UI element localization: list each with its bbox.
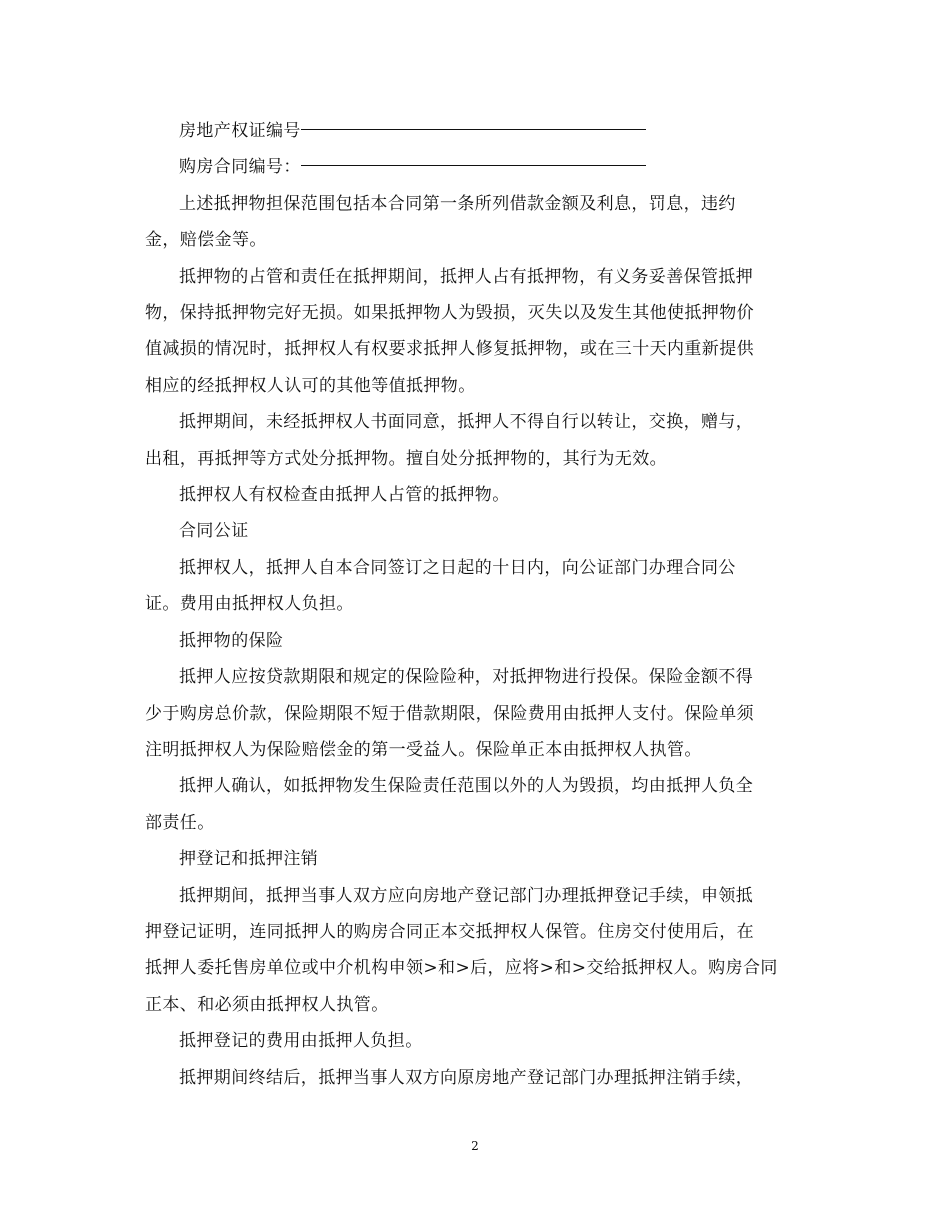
paragraph-line: 少于购房总价款，保险期限不短于借款期限，保险费用由抵押人支付。保险单须 [145,703,754,724]
property-certificate-number-blank [301,129,646,130]
paragraph-line: 抵押人确认，如抵押物发生保险责任范围以外的人为毁损，均由抵押人负全 [179,776,754,797]
paragraph-line: 上述抵押物担保范围包括本合同第一条所列借款金额及利息，罚息，违约 [179,193,736,214]
paragraph-line: 抵押期间终结后，抵押当事人双方向原房地产登记部门办理抵押注销手续， [179,1067,754,1088]
paragraph-line: 抵押物的占管和责任在抵押期间，抵押人占有抵押物，有义务妥善保管抵押 [179,266,754,287]
paragraph-line: 金，赔偿金等。 [145,230,267,251]
paragraph-line: 值减损的情况时，抵押权人有权要求抵押人修复抵押物，或在三十天内重新提供 [145,339,754,360]
paragraph-line: 物，保持抵押物完好无损。如果抵押物人为毁损，灭失以及发生其他使抵押物价 [145,303,754,324]
paragraph-line: 相应的经抵押权人认可的其他等值抵押物。 [145,375,476,396]
document-body [145,113,805,1096]
section-heading: 合同公证 [179,521,249,542]
property-certificate-number-line [145,113,805,149]
paragraph-line: 抵押期间，抵押当事人双方应向房地产登记部门办理抵押登记手续，申领抵 [179,885,754,906]
purchase-contract-number-label: 购房合同编号： [179,157,301,178]
paragraph-line: 出租，再抵押等方式处分抵押物。擅自处分抵押物的，其行为无效。 [145,448,667,469]
purchase-contract-number-line [145,149,805,185]
paragraph-line: 部责任。 [145,812,215,833]
paragraph-line: 抵押人委托售房单位或中介机构申领>和>后，应将>和>交给抵押权人。购房合同 [145,958,778,979]
property-certificate-number-label: 房地产权证编号 [179,121,301,141]
purchase-contract-number-blank [301,165,646,166]
paragraph-line: 抵押人应按贷款期限和规定的保险险种，对抵押物进行投保。保险金额不得 [179,667,754,688]
paragraph-line: 注明抵押权人为保险赔偿金的第一受益人。保险单正本由抵押权人执管。 [145,739,702,760]
section-heading: 抵押物的保险 [179,630,284,651]
paragraph-line: 抵押权人，抵押人自本合同签订之日起的十日内，向公证部门办理合同公 [179,557,736,578]
paragraph-line: 证。费用由抵押权人负担。 [145,594,354,615]
paragraph-line: 押登记证明，连同抵押人的购房合同正本交抵押权人保管。住房交付使用后，在 [145,921,754,942]
section-heading: 押登记和抵押注销 [179,849,319,870]
page-number: 2 [471,1139,479,1153]
paragraph-line: 正本、和必须由抵押权人执管。 [145,994,389,1015]
paragraph-line: 抵押权人有权检查由抵押人占管的抵押物。 [179,485,510,506]
paragraph-line: 抵押期间，未经抵押权人书面同意，抵押人不得自行以转让，交换，赠与， [179,412,754,433]
paragraph-line: 抵押登记的费用由抵押人负担。 [179,1031,423,1052]
